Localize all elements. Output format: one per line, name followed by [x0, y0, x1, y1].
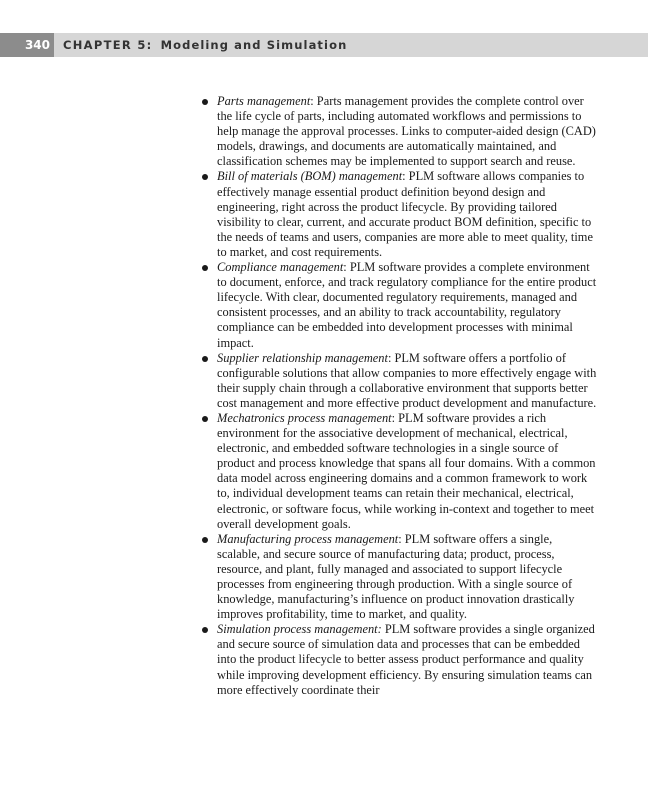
bullet-icon — [202, 99, 208, 105]
item-text: : Parts management provides the complete control over the life cycle of parts, including automated workflows and permissions to help manage the approval processes. Links to computer-aided design (CAD) models, drawings, and documents are automatically maintained, and classification schemes may be implemented to support search and reuse. — [217, 94, 596, 169]
bullet-icon — [202, 174, 208, 180]
item-term: Simulation process management: — [217, 622, 382, 637]
item-text: : PLM software offers a portfolio of configurable solutions that allow companies to more effectively engage with their supply chain through a collaborative environment that supports better cost management and more effective product development and manufacture. — [217, 350, 597, 410]
list-item — [202, 94, 597, 169]
bullet-icon — [202, 416, 208, 422]
item-text: : PLM software offers a single, scalable, and secure source of manufacturing data; product, process, resource, and plant, fully managed and associated to support lifecycle processes from engineering through production. With a single source of knowledge, manufacturing’s influence on product innovation drastically improves profitability, time to market, and quality. — [217, 531, 575, 622]
list-item — [202, 260, 597, 351]
item-text: PLM software provides a single organized and secure source of simulation data and processes that can be embedded into the product lifecycle to better assess product performance and quality while improving development efficiency. By ensuring simulation teams can more effectively coordinate their — [217, 622, 595, 697]
list-item — [202, 532, 597, 623]
bullet-icon — [202, 627, 208, 633]
list-item — [202, 622, 597, 697]
body-text — [202, 94, 597, 698]
item-term: Supplier relationship management — [217, 350, 388, 365]
item-term: Mechatronics process management — [217, 410, 392, 425]
list-item — [202, 351, 597, 411]
chapter-title: Modeling and Simulation — [160, 38, 348, 52]
item-term: Parts management — [217, 94, 311, 108]
bullet-icon — [202, 537, 208, 543]
bullet-icon — [202, 356, 208, 362]
bullet-icon — [202, 265, 208, 271]
item-term: Manufacturing process management — [217, 531, 399, 546]
chapter-label: CHAPTER 5: — [63, 38, 153, 52]
item-term: Compliance management — [217, 260, 344, 275]
chapter-heading — [63, 33, 347, 57]
item-text: : PLM software provides a rich environment for the associative development of mechanical, electrical, electronic, and embedded software technologies in a single source of product and process knowledge that spans all four domains. With a common data model across engineering domains and a common framework to work to, individual development teams can retain their mechanical, electrical, electronic, or software focus, while working in-context and together to meet overall development goals. — [217, 410, 596, 531]
bullet-list — [202, 94, 597, 698]
list-item — [202, 169, 597, 260]
item-text: : PLM software provides a complete environment to document, enforce, and track regulatory compliance for the entire product lifecycle. With clear, documented regulatory requirements, managed and consistent processes, and an ability to track accountability, regulatory compliance can be embedded into development processes with minimal impact. — [217, 260, 597, 350]
item-text: : PLM software allows companies to effectively manage essential product definition beyond design and engineering, right across the product lifecycle. By providing tailored visibility to clear, current, and accurate product BOM definition, specific to the needs of teams and users, companies are more able to meet quality, time to market, and cost requirements. — [217, 169, 593, 259]
list-item — [202, 411, 597, 532]
running-header — [0, 33, 648, 57]
item-term: Bill of materials (BOM) management — [217, 169, 403, 184]
page-number: 340 — [0, 33, 54, 57]
